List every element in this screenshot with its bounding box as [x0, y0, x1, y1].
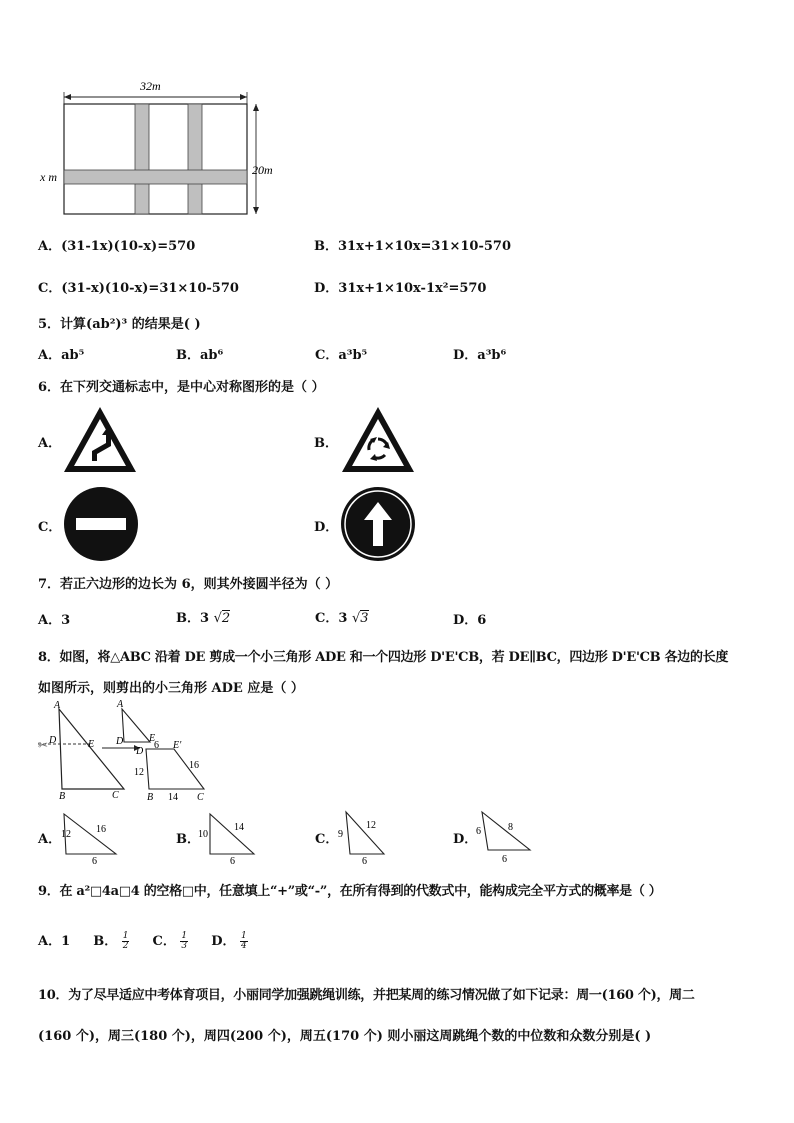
q8-option-d-triangle — [474, 806, 538, 866]
q5-option-b: B．ab⁶ — [176, 348, 224, 363]
q8-label-c: C． — [315, 832, 339, 847]
q8-fig-label-E3: E' — [173, 740, 182, 751]
q8-label-d: D． — [453, 832, 478, 847]
q4-height-label: 20m — [252, 163, 273, 177]
q8-fig-label-A: A — [54, 700, 61, 711]
q8-fig-label-E: E — [88, 739, 95, 750]
q7-option-c — [315, 607, 369, 626]
q7-stem: 7．若正六边形的边长为 6，则其外接圆半径为（ ） — [38, 577, 339, 592]
q8-fig-label-A2: A — [117, 699, 124, 710]
q8-option-c-triangle — [336, 806, 400, 866]
q4-option-a: A．(31-1x)(10-x)=570 — [38, 239, 196, 254]
q7-option-b-prefix: B．3 — [176, 611, 210, 626]
q8-option-b-triangle — [196, 806, 260, 866]
q9-options — [38, 930, 248, 951]
q5-option-a: A．ab⁵ — [38, 348, 85, 363]
q8-fig-len-bottom: 14 — [168, 792, 178, 803]
q8-fig-label-D: D — [49, 735, 57, 746]
q8-fig-len-de: 6 — [154, 740, 159, 751]
q8-d-left: 6 — [476, 826, 481, 837]
q7-option-c-radicand: 3 — [360, 611, 369, 626]
roundabout-warning-sign-icon — [340, 405, 416, 475]
q8-fig-len-right: 16 — [189, 760, 199, 771]
q7-option-b-radicand: 2 — [221, 611, 231, 626]
q8-fig-label-D3: D — [136, 746, 144, 757]
svg-text:✂: ✂ — [38, 738, 49, 752]
q8-c-left: 9 — [338, 829, 343, 840]
q8-fig-label-C3: C — [197, 792, 204, 803]
q8-d-right: 8 — [508, 822, 513, 833]
q6-label-b: B． — [314, 436, 338, 451]
q5-option-d: D．a³b⁶ — [453, 348, 507, 363]
q4-road-label: x m — [40, 170, 57, 184]
q4-width-label: 32m — [140, 79, 161, 93]
q4-figure — [36, 78, 286, 220]
q6-label-a: A． — [38, 436, 62, 451]
q9-option-d-fraction: $\frac{1}{4}$ — [241, 931, 247, 951]
q9-option-d-label: D． — [211, 934, 236, 949]
q8-label-a: A． — [38, 832, 62, 847]
q7-option-a: A．3 — [38, 613, 71, 628]
q9-stem: 9．在 a²□4a□4 的空格□中，任意填上“+”或“-”，在所有得到的代数式中，能构成完全平方式的概率是（ ） — [38, 884, 662, 899]
q6-stem: 6．在下列交通标志中，是中心对称图形的是（ ） — [38, 380, 325, 395]
q8-fig-label-B: B — [59, 791, 66, 802]
q8-fig-label-E2: E — [149, 733, 156, 744]
q8-b-bottom: 6 — [230, 856, 235, 866]
q8-d-bottom: 6 — [502, 854, 507, 865]
q7-option-c-sqrt: √3 — [351, 611, 369, 626]
q8-a-bottom: 6 — [92, 856, 97, 866]
q6-label-c: C． — [38, 520, 62, 535]
q8-c-bottom: 6 — [362, 856, 367, 866]
q7-option-d: D．6 — [453, 613, 487, 628]
q8-b-right: 14 — [234, 822, 244, 833]
q8-option-a-triangle — [58, 806, 122, 866]
reverse-bend-warning-sign-icon — [62, 405, 138, 475]
q8-fig-len-left: 12 — [134, 767, 144, 778]
q8-c-right: 12 — [366, 820, 376, 831]
q8-figure — [32, 697, 212, 805]
q7-option-b-sqrt: √2 — [213, 611, 231, 626]
q8-stem-line2: 如图所示，则剪出的小三角形 ADE 应是（ ） — [38, 681, 304, 696]
q9-option-c-fraction: $\frac{1}{3}$ — [181, 931, 188, 951]
q8-b-left: 10 — [198, 829, 208, 840]
q10-line1: 10．为了尽早适应中考体育项目，小丽同学加强跳绳训练，并把某周的练习情况做了如下记录：周一(160 个)，周二 — [38, 988, 695, 1003]
q8-fig-label-B3: B — [147, 792, 154, 803]
q10-line2: (160 个)，周三(180 个)，周四(200 个)，周五(170 个) 则小丽这周跳绳个数的中位数和众数分别是( ) — [38, 1029, 652, 1044]
q9-option-b-label: B． — [93, 934, 118, 949]
q8-a-left: 12 — [61, 829, 71, 840]
q9-option-b-fraction: $\frac{1}{2}$ — [122, 931, 129, 951]
q6-label-d: D． — [314, 520, 339, 535]
q8-a-right: 16 — [96, 824, 106, 835]
no-entry-sign-icon — [63, 486, 139, 562]
q8-stem-line1: 8．如图，将△ABC 沿着 DE 剪成一个小三角形 ADE 和一个四边形 D'E'CB，若 DE∥BC，四边形 D'E'CB 各边的长度 — [38, 650, 729, 665]
q5-stem: 5．计算(ab²)³ 的结果是( ) — [38, 317, 201, 332]
q7-option-b — [176, 607, 230, 626]
q5-option-c: C．a³b⁵ — [315, 348, 368, 363]
q8-fig-label-D2: D — [116, 736, 124, 747]
q9-option-a: A．1 — [38, 934, 71, 949]
q8-fig-label-C: C — [112, 790, 119, 801]
q4-option-d: D．31x+1×10x-1x²=570 — [314, 281, 487, 296]
q9-option-c-label: C． — [152, 934, 176, 949]
ahead-only-sign-icon — [340, 486, 416, 562]
q4-option-c: C．(31-x)(10-x)=31×10-570 — [38, 281, 239, 296]
q7-option-c-prefix: C．3 — [315, 611, 348, 626]
q4-option-b: B．31x+1×10x=31×10-570 — [314, 239, 511, 254]
q8-label-b: B． — [176, 832, 200, 847]
